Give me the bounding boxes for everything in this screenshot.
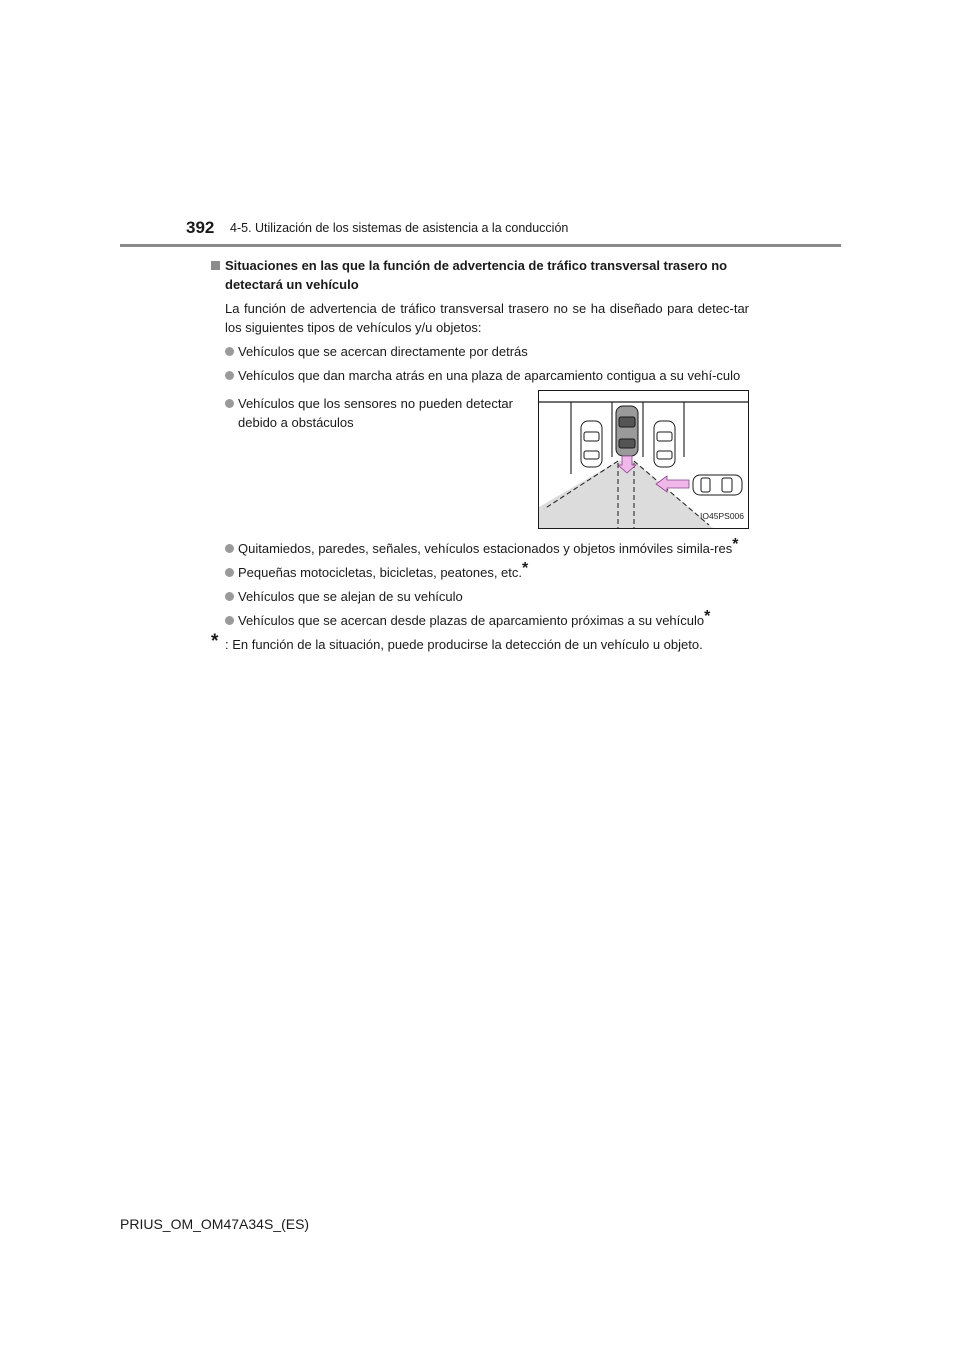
own-car bbox=[616, 406, 638, 456]
list-item: Pequeñas motocicletas, bicicletas, peatones, etc.* bbox=[211, 563, 749, 582]
heading-text: Situaciones en las que la función de advertencia de tráfico transversal trasero no detectará un vehículo bbox=[225, 258, 728, 292]
figure-code: IO45PS006 bbox=[700, 511, 744, 521]
intro-paragraph: La función de advertencia de tráfico transversal trasero no se ha diseñado para detec-tar los siguientes tipos de vehículos y/u objetos: bbox=[225, 301, 749, 335]
bullet-with-figure bbox=[211, 390, 749, 529]
main-content bbox=[211, 256, 749, 654]
parked-car-right bbox=[654, 421, 675, 467]
bullet-dot-icon bbox=[225, 399, 234, 408]
footnote-reference: * bbox=[732, 536, 739, 553]
footnote-reference: * bbox=[704, 608, 711, 625]
bullet-dot-icon bbox=[225, 347, 234, 356]
bullet-dot-icon bbox=[225, 616, 234, 625]
square-bullet-icon bbox=[211, 261, 220, 270]
parking-illustration bbox=[538, 390, 749, 529]
list-item: Vehículos que los sensores no pueden detectar debido a obstáculos bbox=[211, 394, 513, 432]
section-title: 4-5. Utilización de los sistemas de asistencia a la conducción bbox=[230, 221, 569, 235]
bullet-dot-icon bbox=[225, 371, 234, 380]
bullet-dot-icon bbox=[225, 592, 234, 601]
header-divider bbox=[120, 244, 841, 247]
list-item: Vehículos que se acercan desde plazas de aparcamiento próximas a su vehículo* bbox=[211, 611, 749, 630]
list-item: Quitamiedos, paredes, señales, vehículos estacionados y objetos inmóviles simila-res* bbox=[211, 539, 749, 558]
approaching-car bbox=[693, 475, 742, 495]
footnote-text: : En función de la situación, puede producirse la detección de un vehículo u objeto. bbox=[225, 637, 703, 652]
bullet-dot-icon bbox=[225, 544, 234, 553]
footnote bbox=[211, 631, 749, 654]
parked-car-left bbox=[581, 421, 602, 467]
list-item: Vehículos que se acercan directamente por detrás bbox=[211, 342, 749, 361]
footnote-marker: * bbox=[211, 631, 219, 652]
footnote-reference: * bbox=[522, 560, 529, 577]
list-item: Vehículos que dan marcha atrás en una plaza de aparcamiento contigua a su vehí-culo bbox=[211, 366, 749, 385]
footer-model-code: PRIUS_OM_OM47A34S_(ES) bbox=[120, 1216, 310, 1232]
bullet-dot-icon bbox=[225, 568, 234, 577]
list-item: Vehículos que se alejan de su vehículo bbox=[211, 587, 749, 606]
situation-heading bbox=[211, 256, 749, 294]
page-number: 392 bbox=[186, 218, 215, 237]
